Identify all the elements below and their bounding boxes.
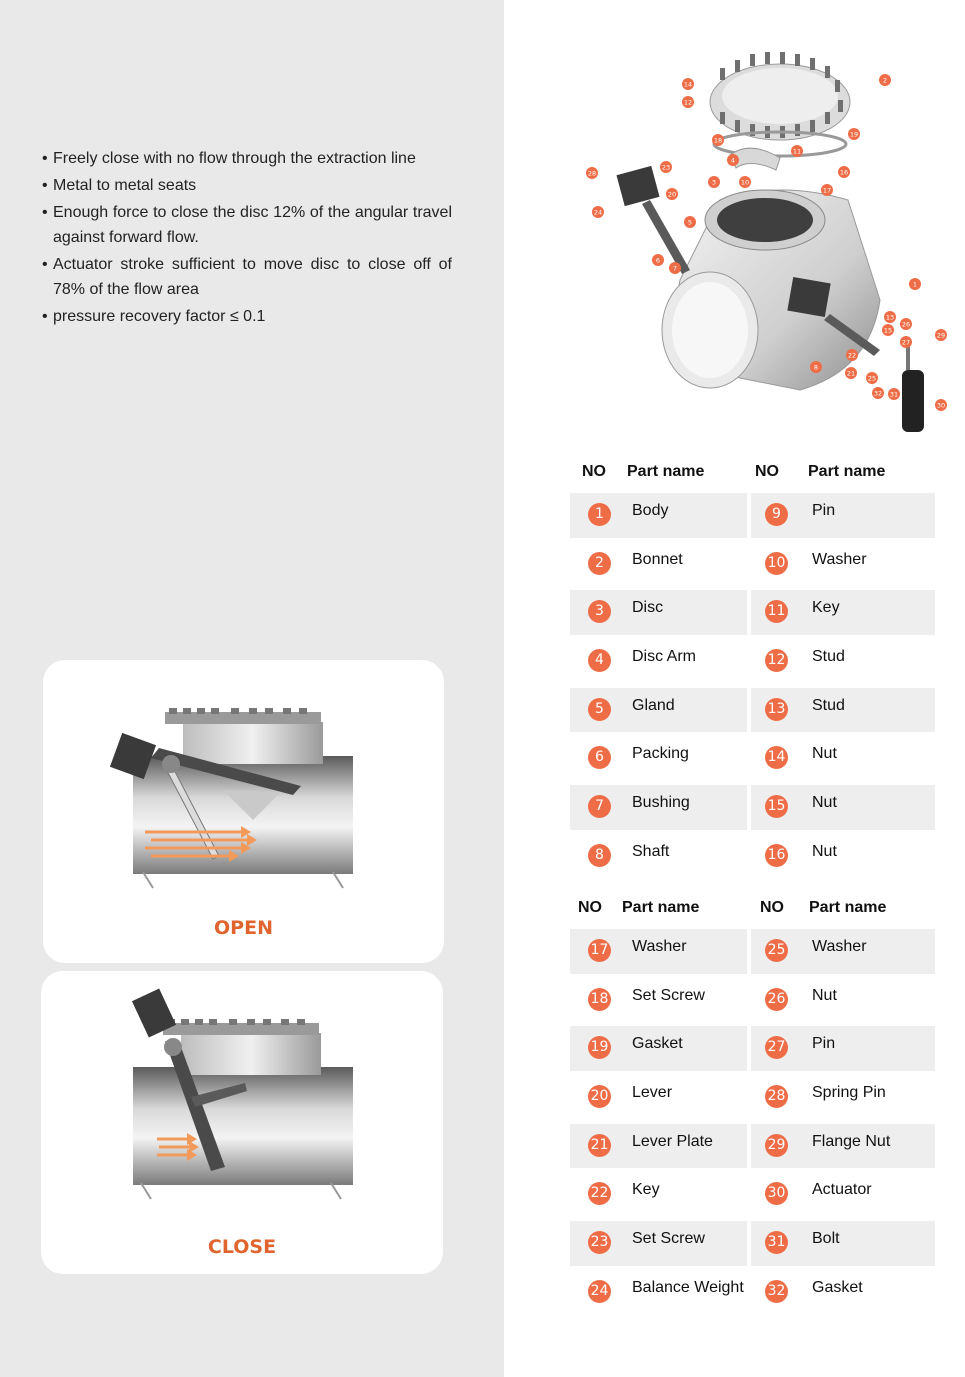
table-row xyxy=(570,976,935,1025)
part-name: Gasket xyxy=(632,1035,683,1053)
part-name: Gasket xyxy=(812,1278,863,1296)
table-row xyxy=(570,832,935,881)
part-number-badge: 9 xyxy=(765,503,788,526)
svg-text:3: 3 xyxy=(711,178,717,187)
table-row xyxy=(570,588,935,637)
svg-text:32: 32 xyxy=(873,389,883,398)
part-number-badge: 17 xyxy=(588,939,611,962)
part-name: Bolt xyxy=(812,1230,840,1248)
close-label: CLOSE xyxy=(207,1236,277,1258)
open-label: OPEN xyxy=(214,917,273,939)
parts-table-1-8 xyxy=(570,455,935,881)
part-number-badge: 30 xyxy=(765,1182,788,1205)
part-number-badge: 25 xyxy=(765,939,788,962)
svg-text:19: 19 xyxy=(849,130,859,139)
table-row xyxy=(570,637,935,686)
svg-text:12: 12 xyxy=(683,98,693,107)
svg-text:20: 20 xyxy=(667,190,677,199)
part-name: Washer xyxy=(812,938,867,955)
part-number-badge: 26 xyxy=(765,988,788,1011)
part-name: Disc Arm xyxy=(632,648,696,666)
feature-list xyxy=(42,146,452,331)
part-name: Nut xyxy=(812,745,837,763)
part-name: Lever xyxy=(632,1084,673,1102)
table-row xyxy=(570,491,935,540)
part-number-badge: 2 xyxy=(588,552,611,575)
part-number-badge: 29 xyxy=(765,1134,788,1157)
part-number-badge: 24 xyxy=(588,1280,611,1303)
feature-item: • pressure recovery factor ≤ 0.1 xyxy=(42,304,452,329)
header-no: NO xyxy=(755,463,779,480)
valve-open-illustration xyxy=(43,660,444,920)
svg-text:8: 8 xyxy=(813,363,819,372)
header-no: NO xyxy=(578,899,602,916)
part-name: Bonnet xyxy=(632,550,683,568)
svg-text:23: 23 xyxy=(661,163,671,172)
header-part-name: Part name xyxy=(627,463,705,480)
svg-text:5: 5 xyxy=(687,218,693,227)
svg-text:27: 27 xyxy=(901,338,911,347)
svg-text:18: 18 xyxy=(713,136,723,145)
parts-table-17-32 xyxy=(570,891,935,1317)
part-name: Nut xyxy=(812,842,837,860)
part-name: Body xyxy=(632,502,669,519)
part-name: Key xyxy=(812,599,840,617)
svg-text:1: 1 xyxy=(912,280,918,289)
table-header xyxy=(570,891,935,927)
open-state-card xyxy=(43,660,444,963)
part-number-badge: 11 xyxy=(765,600,788,623)
part-name: Pin xyxy=(812,502,836,519)
svg-text:24: 24 xyxy=(593,208,603,217)
part-number-badge: 32 xyxy=(765,1280,788,1303)
svg-text:13: 13 xyxy=(885,313,895,322)
svg-text:26: 26 xyxy=(901,320,911,329)
table-row xyxy=(570,927,935,976)
svg-text:15: 15 xyxy=(883,326,893,335)
part-name: Pin xyxy=(812,1035,836,1053)
svg-text:29: 29 xyxy=(936,331,946,340)
part-name: Set Screw xyxy=(632,1230,705,1248)
table-header xyxy=(570,455,935,491)
part-name: Stud xyxy=(812,648,845,666)
header-no: NO xyxy=(582,463,606,480)
header-part-name: Part name xyxy=(809,899,887,916)
part-name: Nut xyxy=(812,986,837,1004)
part-name: Set Screw xyxy=(632,986,705,1004)
part-number-badge: 19 xyxy=(588,1036,611,1059)
svg-text:16: 16 xyxy=(839,168,849,177)
part-number-badge: 12 xyxy=(765,649,788,672)
header-part-name: Part name xyxy=(622,899,700,916)
svg-text:6: 6 xyxy=(655,256,661,265)
svg-text:2: 2 xyxy=(882,76,888,85)
part-number-badge: 31 xyxy=(765,1231,788,1254)
part-name: Spring Pin xyxy=(812,1084,886,1102)
part-name: Flange Nut xyxy=(812,1132,891,1150)
table-row xyxy=(570,1073,935,1122)
svg-text:10: 10 xyxy=(740,178,750,187)
part-number-badge: 27 xyxy=(765,1036,788,1059)
feature-item: • Freely close with no flow through the extraction line xyxy=(42,146,452,171)
part-number-badge: 6 xyxy=(588,746,611,769)
svg-text:28: 28 xyxy=(587,169,597,178)
table-row xyxy=(570,1024,935,1073)
part-number-badge: 13 xyxy=(765,698,788,721)
svg-text:31: 31 xyxy=(889,390,899,399)
feature-item: • Actuator stroke sufficient to move disc to close off of 78% of the flow area xyxy=(42,252,452,302)
svg-text:17: 17 xyxy=(822,186,832,195)
valve-close-illustration xyxy=(41,971,443,1231)
part-number-badge: 21 xyxy=(588,1134,611,1157)
part-number-badge: 22 xyxy=(588,1182,611,1205)
feature-item: • Enough force to close the disc 12% of the angular travel against forward flow. xyxy=(42,200,452,250)
part-number-badge: 1 xyxy=(588,503,611,526)
svg-text:22: 22 xyxy=(847,351,857,360)
svg-text:25: 25 xyxy=(867,374,877,383)
table-row xyxy=(570,783,935,832)
part-number-badge: 18 xyxy=(588,988,611,1011)
svg-text:14: 14 xyxy=(683,80,693,89)
part-name: Stud xyxy=(812,696,845,714)
feature-item: • Metal to metal seats xyxy=(42,173,452,198)
header-no: NO xyxy=(760,899,784,916)
part-name: Gland xyxy=(632,696,675,714)
part-number-badge: 14 xyxy=(765,746,788,769)
part-name: Packing xyxy=(632,745,689,763)
part-number-badge: 4 xyxy=(588,649,611,672)
part-number-badge: 28 xyxy=(765,1085,788,1108)
table-row xyxy=(570,734,935,783)
table-row xyxy=(570,686,935,735)
part-name: Nut xyxy=(812,794,837,812)
table-row xyxy=(570,1122,935,1171)
part-name: Balance Weight xyxy=(632,1278,744,1296)
table-row xyxy=(570,1219,935,1268)
part-number-badge: 8 xyxy=(588,844,611,867)
part-number-badge: 10 xyxy=(765,552,788,575)
svg-text:21: 21 xyxy=(846,369,856,378)
part-name: Bushing xyxy=(632,794,690,812)
svg-text:11: 11 xyxy=(792,147,802,156)
part-name: Actuator xyxy=(812,1181,872,1199)
svg-text:30: 30 xyxy=(936,401,946,410)
header-part-name: Part name xyxy=(808,463,886,480)
part-name: Key xyxy=(632,1181,660,1199)
part-name: Washer xyxy=(632,938,687,955)
exploded-valve-illustration xyxy=(580,30,955,440)
part-number-badge: 7 xyxy=(588,795,611,818)
table-row xyxy=(570,1170,935,1219)
part-number-badge: 15 xyxy=(765,795,788,818)
part-name: Washer xyxy=(812,550,867,568)
svg-text:4: 4 xyxy=(730,156,736,165)
table-row xyxy=(570,1268,935,1317)
close-state-card xyxy=(41,971,443,1274)
svg-text:7: 7 xyxy=(672,264,678,273)
part-number-badge: 3 xyxy=(588,600,611,623)
part-number-badge: 23 xyxy=(588,1231,611,1254)
part-name: Lever Plate xyxy=(632,1132,713,1150)
part-number-badge: 20 xyxy=(588,1085,611,1108)
part-number-badge: 5 xyxy=(588,698,611,721)
part-name: Shaft xyxy=(632,842,670,860)
table-row xyxy=(570,540,935,589)
part-number-badge: 16 xyxy=(765,844,788,867)
part-name: Disc xyxy=(632,599,664,617)
